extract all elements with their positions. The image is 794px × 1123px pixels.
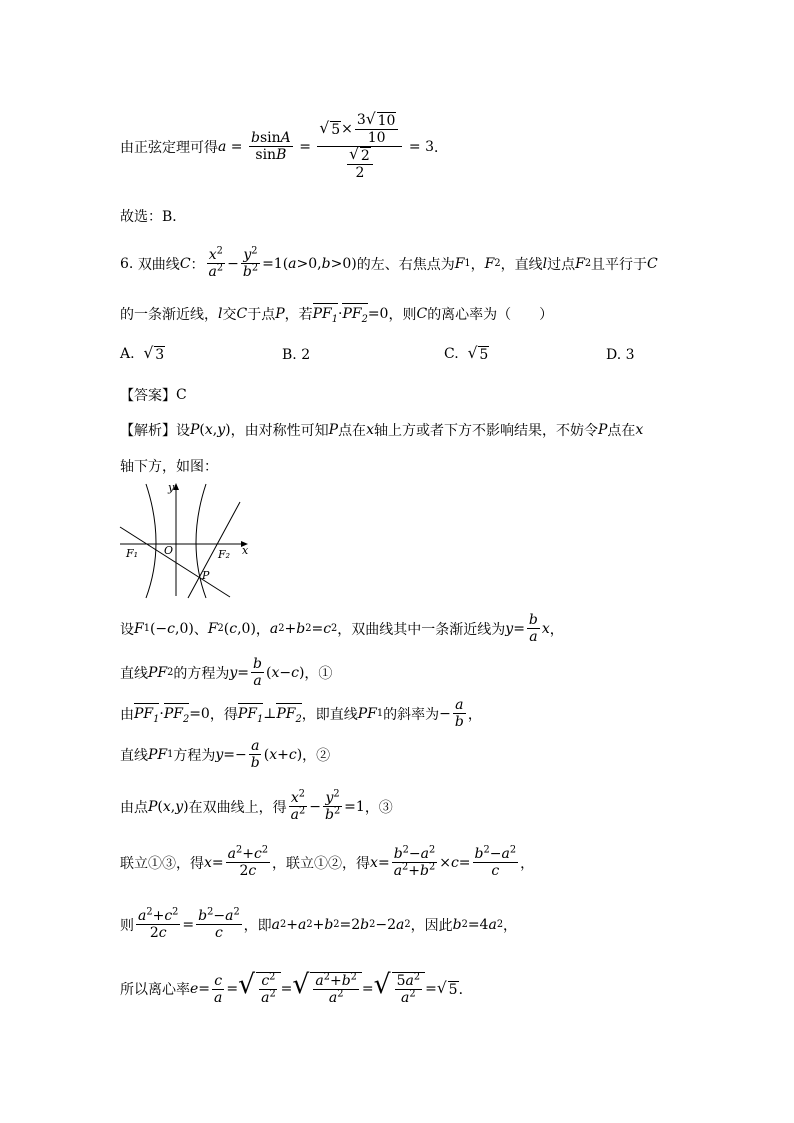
p-label: P xyxy=(202,569,210,582)
hyperbola-figure xyxy=(118,480,258,602)
left-branch xyxy=(146,484,156,598)
step6: 联立①③，得 x = $\frac{a^2+c^2}{2c}$ ，联立①②，得 x = $\frac{b^2-a^2}{a^2+b^2}$ × c = $\frac{b^2-a^2}{c}$ ， xyxy=(120,844,535,880)
option-a: A. √ 3 xyxy=(120,344,165,363)
step4: 直线 PF 1 方程为 y =− $\frac{a}{b}$ ( x + c ) ，② xyxy=(120,738,331,772)
analysis-line1: 【解析】 设 P ( x , y ) ，由对称性可知 P 点在 x 轴上方或者下方不影响结果，不妨令 P 点在 x xyxy=(120,422,644,439)
step1: 设 F 1 (− c ,0) 、 F 2 ( c ,0) ， a 2 + b 2 = c 2 ，双曲线其中一条渐近线为 y = $\frac{b}{a}$ x ， xyxy=(120,612,564,646)
answer-label: 【答案】 xyxy=(120,388,176,404)
step2: 直线 PF 2 的方程为 y = $\frac{b}{a}$ ( x − c ) ，① xyxy=(120,656,333,690)
y-label: y xyxy=(168,481,175,494)
f1-label: F₁ xyxy=(126,547,139,560)
step7: 则 $\frac{a^2+c^2}{2c}$ = $\frac{b^2-a^2}{c}$ ，即 a 2 + a 2 + b 2 =2 b 2 −2 a 2 ，因此 b 2 =4 a 2 ， xyxy=(120,906,518,942)
q6-line2: 的一条渐近线， l 交 C 于点 P ，若 $PF_1$ · $PF_2$ =0 ，则 C 的离心率为（ ） xyxy=(120,306,554,325)
q6-line1: 6. 双曲线 C ： $\frac{x^2}{a^2}$ − $\frac{y^2}{b^2}$ =1( a >0, b >0) 的左、右焦点为 F 1 ， F 2 ，直线 l 过点 F 2 且平行于 C xyxy=(120,245,658,281)
step8: 所以离心率 e = $\frac{c}{a}$ = √ $\frac{c^2}{a^2}$ = √ $\frac{a^2+b^2}{a^2}$ = √ $\frac{5a^2}{a^2}$ = √ 5 ． xyxy=(120,969,473,1007)
answer-value: C xyxy=(176,387,187,403)
q6-number: 6. xyxy=(120,255,134,272)
step5: 由点 P ( x , y ) 在双曲线上，得 $\frac{x^2}{a^2}$ − $\frac{y^2}{b^2}$ =1 ，③ xyxy=(120,788,393,824)
option-d: D. 3 xyxy=(606,347,635,363)
origin-label: O xyxy=(164,544,174,557)
answer-line xyxy=(120,385,187,405)
x-label: x xyxy=(242,544,249,557)
analysis-line2: 轴下方，如图： xyxy=(120,459,218,475)
line-pf1 xyxy=(120,527,230,597)
sine-law-prefix: 由正弦定理可得 xyxy=(120,139,218,156)
option-c: C. √ 5 xyxy=(444,344,489,363)
option-b: B. 2 xyxy=(282,347,311,363)
choose-b: 故选：B． xyxy=(120,209,187,225)
analysis-label: 【解析】 xyxy=(120,423,176,439)
step3: 由 $PF_1$ · $PF_2$ =0 ，得 $PF_1$ ⊥ $PF_2$ ，即直线 PF 1 的斜率为 − $\frac{a}{b}$ ， xyxy=(120,697,482,731)
f2-label: F₂ xyxy=(218,548,231,561)
sine-law-line: 由正弦定理可得 a = $\frac{bsinA}{\sin B}$ = √ 5 × 3 √ 10 10 √ 2 2 = 3 ． xyxy=(120,110,448,182)
